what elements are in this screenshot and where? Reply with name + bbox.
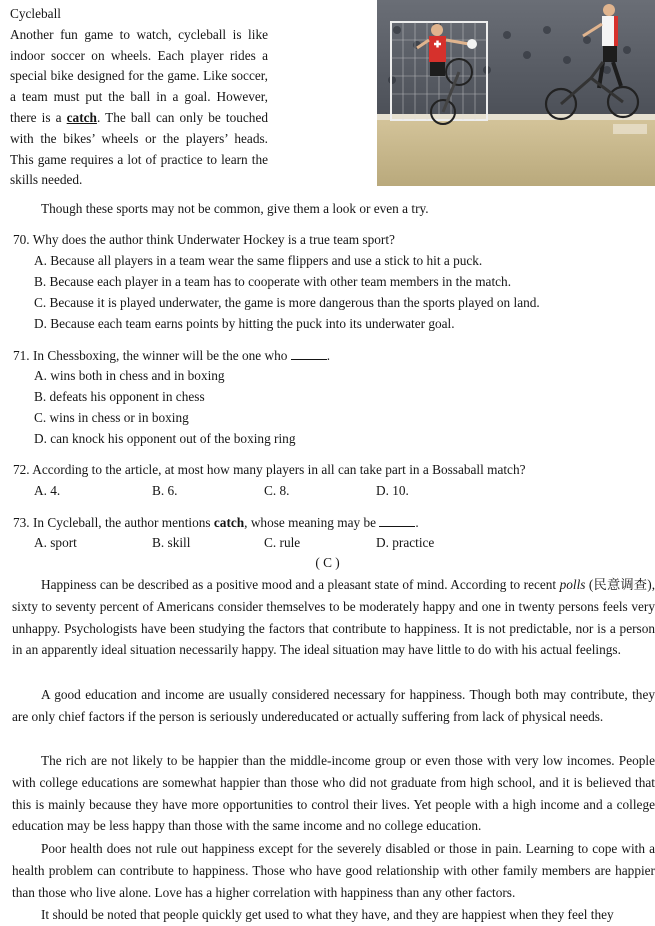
cycleball-paragraph (10, 4, 268, 191)
question-73-stem-after: , whose meaning may be (244, 515, 376, 530)
question-70-option-a[interactable]: A. Because all players in a team wear the same flippers and use a stick to hit a puck. (34, 253, 483, 268)
cycleball-title: Cycleball (10, 6, 61, 21)
question-72-option-a[interactable]: A. 4. (34, 483, 61, 498)
question-71-stem-text: 71. In Chessboxing, the winner will be the one who (13, 348, 288, 363)
question-70-option-b[interactable]: B. Because each player in a team has to cooperate with other team members in the match. (34, 274, 512, 289)
question-73-option-c[interactable]: C. rule (264, 535, 301, 550)
passage-paragraph-5: It should be noted that people quickly get used to what they have, and they are happiest when they feel they (41, 907, 614, 922)
question-73-keyword: catch (213, 515, 245, 530)
question-70-option-c[interactable]: C. Because it is played underwater, the game is more dangerous than the sports played on land. (34, 295, 540, 310)
question-73-option-d[interactable]: D. practice (376, 535, 435, 550)
closing-sentence: Though these sports may not be common, give them a look or even a try. (41, 201, 429, 216)
cycleball-photo (377, 0, 655, 186)
p1-italic-polls: polls (559, 577, 586, 592)
intro-text-after: . The ball can only be touched with the bikes’ wheels or the players’ heads. This game requires a lot of practice to learn the skills needed. (10, 109, 268, 188)
answer-blank[interactable] (379, 512, 415, 527)
intro-text-before: Another fun game to watch, cycleball is like indoor soccer on wheels. Each player rides a special bike designed for the game. Like soccer, a team must put the ball in a goal. However, there is a (10, 26, 268, 125)
p1-after: , sixty to seventy percent of Americans consider themselves to be moderately happy and one in twenty persons feels very unhappy. Psychologists have been studying the factors that contribute to happiness. It is not predictable, nor is a person in an apparently ideal situation necessarily happy. The ideal situation may have little to do with his actual feelings. (12, 577, 655, 658)
question-73-stem-text: 73. In Cycleball, the author mentions (13, 515, 214, 530)
question-70-stem: 70. Why does the author think Underwater Hockey is a true team sport? (13, 232, 395, 247)
answer-blank[interactable] (291, 345, 327, 360)
question-72-option-c[interactable]: C. 8. (264, 483, 290, 498)
question-73-option-a[interactable]: A. sport (34, 535, 77, 550)
question-70-option-d[interactable]: D. Because each team earns points by hitting the puck into its underwater goal. (34, 316, 455, 331)
question-73-stem (13, 512, 419, 534)
question-71-option-b[interactable]: B. defeats his opponent in chess (34, 389, 205, 404)
passage-paragraph-2: A good education and income are usually considered necessary for happiness. Though both may contribute, they are only chief factors if the person is seriously undereducated or actually suffering from lack of physical needs. (12, 687, 655, 724)
question-72-option-d[interactable]: D. 10. (376, 483, 409, 498)
passage-paragraph-3: The rich are not likely to be happier than the middle-income group or even those with very low incomes. People with college educations are somewhat happier than those who did not graduate from high school, and it is believed that this is mainly because they have more opportunities to control their lives. Yet people with a high income and a college education may be less happy than those with the same income and no college education. (12, 753, 655, 834)
section-label: ( C ) (315, 555, 340, 570)
p1-before: Happiness can be described as a positive mood and a pleasant state of mind. According to recent (41, 577, 560, 592)
p1-gloss: (民意调查) (585, 577, 652, 592)
question-71-stem (13, 345, 330, 367)
passage-paragraph-1 (12, 574, 655, 661)
question-73-option-b[interactable]: B. skill (152, 535, 191, 550)
keyword-catch: catch (66, 109, 97, 125)
question-71-option-a[interactable]: A. wins both in chess and in boxing (34, 368, 225, 383)
question-71-option-d[interactable]: D. can knock his opponent out of the boxing ring (34, 431, 296, 446)
question-73-stem-end: . (415, 515, 419, 530)
question-71-stem-end: . (326, 348, 331, 363)
question-71-option-c[interactable]: C. wins in chess or in boxing (34, 410, 189, 425)
passage-paragraph-4: Poor health does not rule out happiness except for the severely disabled or those in pain. Learning to cope with a health problem can contribute to happiness. Those who have good relationship with other family members are happier than those who live alone. Love has a higher correlation with happiness than any other factors. (12, 841, 655, 900)
question-72-stem: 72. According to the article, at most how many players in all can take part in a Bossaball match? (13, 462, 526, 477)
question-72-option-b[interactable]: B. 6. (152, 483, 178, 498)
